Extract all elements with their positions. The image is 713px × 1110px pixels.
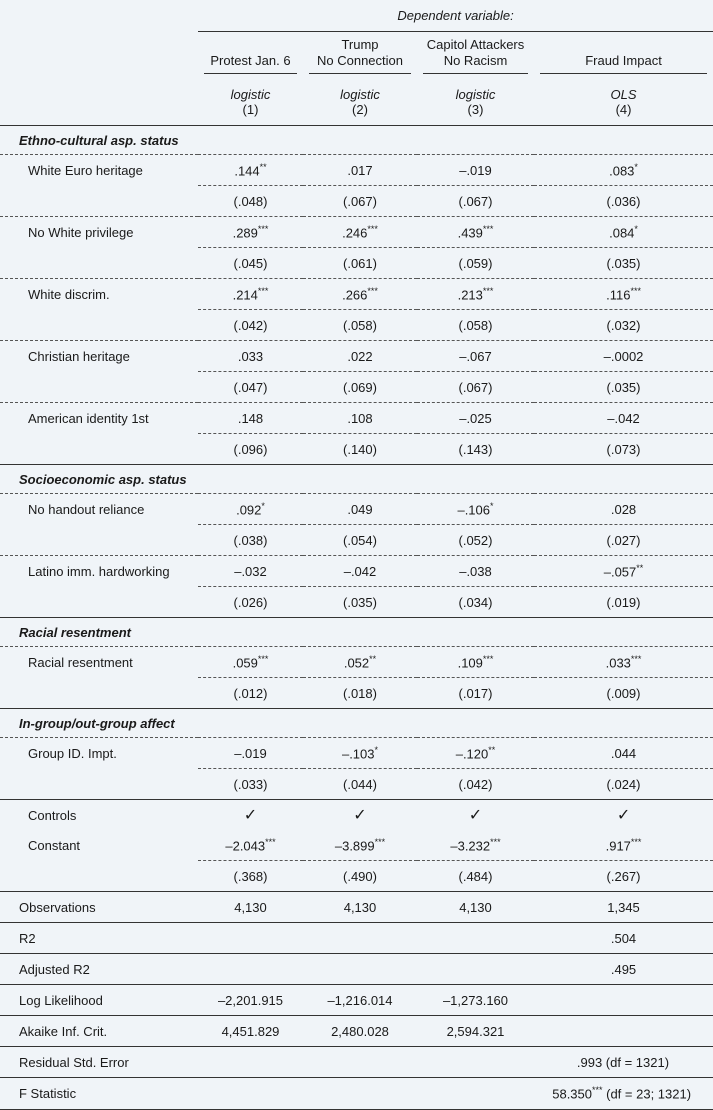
residual-label: Residual Std. Error bbox=[0, 1047, 198, 1078]
column-title bbox=[198, 32, 303, 80]
statistic-row bbox=[0, 892, 713, 923]
se-value: (.058) bbox=[417, 310, 534, 341]
se-value: (.042) bbox=[417, 769, 534, 800]
section-header-row bbox=[0, 465, 713, 494]
coef-value: .144** bbox=[198, 155, 303, 186]
row-label: White discrim. bbox=[28, 286, 110, 302]
dependent-variable-row bbox=[0, 0, 713, 32]
se-row bbox=[0, 186, 713, 217]
statistic-value: 2,480.028 bbox=[303, 1016, 417, 1047]
row-label: Racial resentment bbox=[28, 654, 133, 670]
se-value: (.267) bbox=[534, 861, 713, 892]
coef-value: –2.043*** bbox=[198, 830, 303, 861]
coef-value: .917*** bbox=[534, 830, 713, 861]
se-value: (.026) bbox=[198, 587, 303, 618]
model-type-cell bbox=[303, 79, 417, 126]
se-value: (.143) bbox=[417, 434, 534, 465]
coefficient-row bbox=[0, 279, 713, 310]
se-value: (.140) bbox=[303, 434, 417, 465]
coef-value: .289*** bbox=[198, 217, 303, 248]
statistic-label: Log Likelihood bbox=[0, 985, 198, 1016]
statistic-label: Adjusted R2 bbox=[0, 954, 198, 985]
model-number: (3) bbox=[467, 102, 484, 117]
dependent-variable-caption: Dependent variable: bbox=[397, 8, 514, 23]
coef-value: .059*** bbox=[198, 647, 303, 678]
row-label: No White privilege bbox=[28, 224, 134, 240]
statistic-row bbox=[0, 954, 713, 985]
section-title: Socioeconomic asp. status bbox=[0, 465, 713, 494]
se-value: (.052) bbox=[417, 525, 534, 556]
coef-value: –.042 bbox=[534, 403, 713, 434]
se-value: (.032) bbox=[534, 310, 713, 341]
se-value: (.067) bbox=[417, 372, 534, 403]
se-value: (.035) bbox=[534, 372, 713, 403]
statistic-value bbox=[417, 923, 534, 954]
model-type-cell bbox=[198, 79, 303, 126]
statistic-value: .495 bbox=[534, 954, 713, 985]
controls-row bbox=[0, 800, 713, 831]
row-label: White Euro heritage bbox=[28, 162, 143, 178]
model-type: logistic bbox=[230, 87, 271, 102]
se-row bbox=[0, 678, 713, 709]
model-type: OLS bbox=[610, 87, 637, 102]
statistic-value: 4,130 bbox=[303, 892, 417, 923]
coef-value: –.0002 bbox=[534, 341, 713, 372]
se-row bbox=[0, 248, 713, 279]
section-header-row bbox=[0, 618, 713, 647]
se-value: (.027) bbox=[534, 525, 713, 556]
column-title-line1: Trump bbox=[341, 37, 379, 52]
column-title-line1: Fraud Impact bbox=[585, 53, 662, 68]
coef-value: –.067 bbox=[417, 341, 534, 372]
se-value: (.034) bbox=[417, 587, 534, 618]
residual-row bbox=[0, 1047, 713, 1078]
coef-value: .148 bbox=[198, 403, 303, 434]
se-value: (.484) bbox=[417, 861, 534, 892]
section-header-row bbox=[0, 709, 713, 738]
se-value: (.035) bbox=[534, 248, 713, 279]
se-value: (.368) bbox=[198, 861, 303, 892]
coefficient-row bbox=[0, 494, 713, 525]
se-value: (.042) bbox=[198, 310, 303, 341]
column-title-line1: Capitol Attackers bbox=[426, 37, 525, 52]
column-title-line1: Protest Jan. 6 bbox=[210, 53, 291, 68]
model-number: (1) bbox=[242, 102, 259, 117]
coef-value: –.032 bbox=[198, 556, 303, 587]
se-value: (.009) bbox=[534, 678, 713, 709]
coef-value: –3.899*** bbox=[303, 830, 417, 861]
coef-value: –3.232*** bbox=[417, 830, 534, 861]
model-type-cell bbox=[417, 79, 534, 126]
coef-value: .439*** bbox=[417, 217, 534, 248]
se-value: (.061) bbox=[303, 248, 417, 279]
constant-row bbox=[0, 830, 713, 861]
statistic-label: Observations bbox=[0, 892, 198, 923]
statistic-value: 4,130 bbox=[417, 892, 534, 923]
controls-label: Controls bbox=[28, 807, 77, 823]
fstat-label: F Statistic bbox=[0, 1078, 198, 1110]
coef-value: .028 bbox=[534, 494, 713, 525]
coef-value: .266*** bbox=[303, 279, 417, 310]
coef-value: .116*** bbox=[534, 279, 713, 310]
checkmark-icon: ✓ bbox=[468, 807, 483, 824]
coef-value: .092* bbox=[198, 494, 303, 525]
se-value: (.048) bbox=[198, 186, 303, 217]
column-titles-row bbox=[0, 32, 713, 80]
se-value: (.035) bbox=[303, 587, 417, 618]
se-row bbox=[0, 310, 713, 341]
statistic-value: –1,216.014 bbox=[303, 985, 417, 1016]
coefficient-row bbox=[0, 217, 713, 248]
row-label: Group ID. Impt. bbox=[28, 745, 117, 761]
se-value: (.067) bbox=[303, 186, 417, 217]
coef-value: .049 bbox=[303, 494, 417, 525]
se-value: (.047) bbox=[198, 372, 303, 403]
statistic-value bbox=[198, 923, 303, 954]
se-value: (.073) bbox=[534, 434, 713, 465]
coef-value: .108 bbox=[303, 403, 417, 434]
coef-value: –.057** bbox=[534, 556, 713, 587]
column-title bbox=[303, 32, 417, 80]
se-value: (.038) bbox=[198, 525, 303, 556]
row-label: Latino imm. hardworking bbox=[28, 563, 170, 579]
se-value: (.067) bbox=[417, 186, 534, 217]
se-row bbox=[0, 861, 713, 892]
section-title: Racial resentment bbox=[0, 618, 713, 647]
se-row bbox=[0, 587, 713, 618]
coef-value: –.120** bbox=[417, 738, 534, 769]
coef-value: –.106* bbox=[417, 494, 534, 525]
checkmark-icon: ✓ bbox=[353, 807, 367, 824]
coef-value: .213*** bbox=[417, 279, 534, 310]
coef-value: –.042 bbox=[303, 556, 417, 587]
statistic-row bbox=[0, 923, 713, 954]
se-value: (.059) bbox=[417, 248, 534, 279]
statistic-value: 1,345 bbox=[534, 892, 713, 923]
coef-value: .017 bbox=[303, 155, 417, 186]
se-value: (.045) bbox=[198, 248, 303, 279]
row-label: Christian heritage bbox=[28, 348, 130, 364]
se-value: (.096) bbox=[198, 434, 303, 465]
statistic-label: R2 bbox=[0, 923, 198, 954]
fstat-value: 58.350*** (df = 23; 1321) bbox=[198, 1078, 713, 1110]
se-row bbox=[0, 769, 713, 800]
model-type: logistic bbox=[455, 87, 496, 102]
statistic-value: 2,594.321 bbox=[417, 1016, 534, 1047]
column-title-line2: No Racism bbox=[443, 53, 508, 68]
model-type-row bbox=[0, 79, 713, 126]
coef-value: –.025 bbox=[417, 403, 534, 434]
se-value: (.033) bbox=[198, 769, 303, 800]
coef-value: –.038 bbox=[417, 556, 534, 587]
se-value: (.024) bbox=[534, 769, 713, 800]
fstat-row bbox=[0, 1078, 713, 1110]
se-value: (.044) bbox=[303, 769, 417, 800]
statistic-row bbox=[0, 1016, 713, 1047]
section-title: In-group/out-group affect bbox=[0, 709, 713, 738]
model-number: (2) bbox=[352, 102, 368, 117]
row-label: American identity 1st bbox=[28, 410, 149, 426]
coef-value: .033*** bbox=[534, 647, 713, 678]
coef-value: –.019 bbox=[417, 155, 534, 186]
se-value: (.036) bbox=[534, 186, 713, 217]
statistic-row bbox=[0, 985, 713, 1016]
se-value: (.012) bbox=[198, 678, 303, 709]
coef-value: .084* bbox=[534, 217, 713, 248]
column-title-line2: No Connection bbox=[317, 53, 403, 68]
statistic-value: –1,273.160 bbox=[417, 985, 534, 1016]
coef-value: .044 bbox=[534, 738, 713, 769]
checkmark-icon: ✓ bbox=[616, 807, 631, 824]
coef-value: .052** bbox=[303, 647, 417, 678]
se-row bbox=[0, 372, 713, 403]
model-type-cell bbox=[534, 79, 713, 126]
statistic-value bbox=[303, 954, 417, 985]
statistic-value bbox=[303, 923, 417, 954]
coefficient-row bbox=[0, 738, 713, 769]
coef-value: .214*** bbox=[198, 279, 303, 310]
statistic-value: 4,130 bbox=[198, 892, 303, 923]
coef-value: .022 bbox=[303, 341, 417, 372]
coefficient-row bbox=[0, 647, 713, 678]
statistic-value bbox=[198, 954, 303, 985]
se-value: (.069) bbox=[303, 372, 417, 403]
coefficient-row bbox=[0, 155, 713, 186]
statistic-label: Akaike Inf. Crit. bbox=[0, 1016, 198, 1047]
se-row bbox=[0, 434, 713, 465]
coef-value: –.103* bbox=[303, 738, 417, 769]
se-value: (.019) bbox=[534, 587, 713, 618]
coefficient-row bbox=[0, 556, 713, 587]
se-value: (.058) bbox=[303, 310, 417, 341]
coef-value: .083* bbox=[534, 155, 713, 186]
statistic-value bbox=[534, 1016, 713, 1047]
residual-value: .993 (df = 1321) bbox=[198, 1047, 713, 1078]
statistic-value bbox=[417, 954, 534, 985]
constant-label: Constant bbox=[28, 837, 81, 853]
coefficient-row bbox=[0, 341, 713, 372]
se-value: (.490) bbox=[303, 861, 417, 892]
statistic-value bbox=[534, 985, 713, 1016]
se-value: (.018) bbox=[303, 678, 417, 709]
column-title bbox=[417, 32, 534, 80]
se-value: (.017) bbox=[417, 678, 534, 709]
coefficient-row bbox=[0, 403, 713, 434]
statistic-value: –2,201.915 bbox=[198, 985, 303, 1016]
statistic-value: 4,451.829 bbox=[198, 1016, 303, 1047]
section-header-row bbox=[0, 126, 713, 155]
coef-value: –.019 bbox=[198, 738, 303, 769]
coef-value: .033 bbox=[198, 341, 303, 372]
model-type: logistic bbox=[340, 87, 380, 102]
checkmark-icon: ✓ bbox=[243, 807, 258, 824]
coef-value: .109*** bbox=[417, 647, 534, 678]
row-label: No handout reliance bbox=[28, 501, 145, 517]
section-title: Ethno-cultural asp. status bbox=[0, 126, 713, 155]
model-number: (4) bbox=[615, 102, 632, 117]
column-title bbox=[534, 32, 713, 80]
se-row bbox=[0, 525, 713, 556]
se-value: (.054) bbox=[303, 525, 417, 556]
coef-value: .246*** bbox=[303, 217, 417, 248]
statistic-value: .504 bbox=[534, 923, 713, 954]
